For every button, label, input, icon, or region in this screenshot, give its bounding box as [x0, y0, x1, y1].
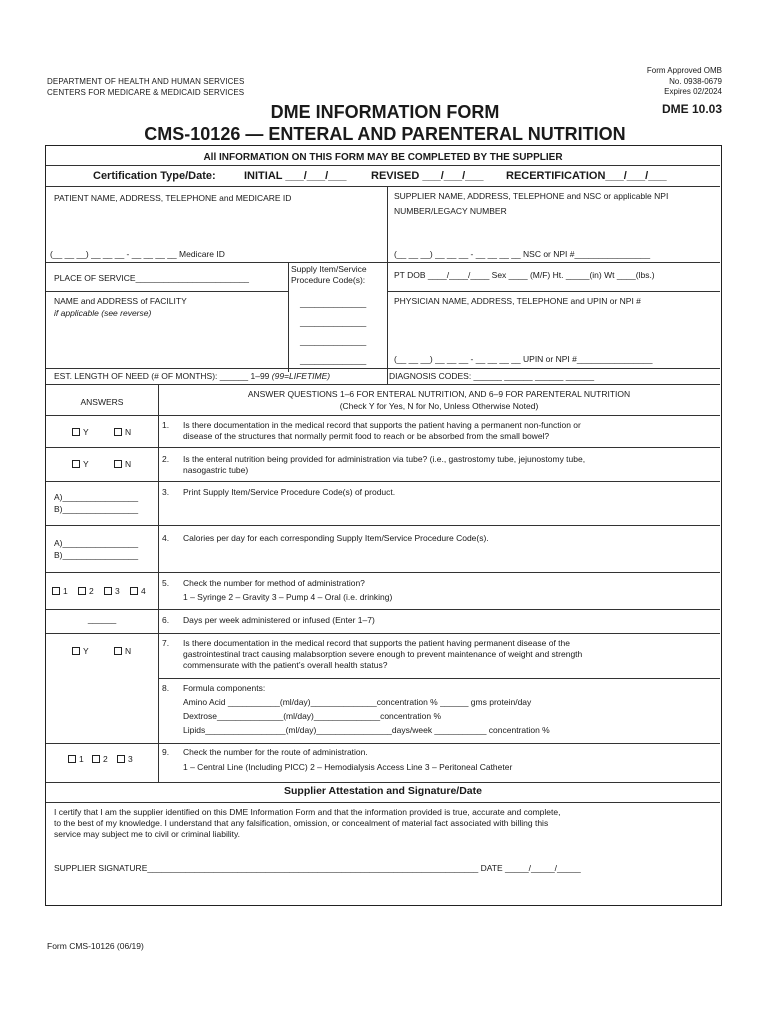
q2-no-checkbox[interactable]: N	[114, 459, 131, 470]
supplier-phone-field[interactable]: (__ __ __) __ __ __ - __ __ __ __ NSC or NPI #________________	[394, 249, 651, 259]
q5-option-2-checkbox[interactable]: 2	[78, 586, 94, 597]
checkbox-icon	[104, 587, 112, 595]
instructions-line-1: ANSWER QUESTIONS 1–6 FOR ENTERAL NUTRITION, AND 6–9 FOR PARENTERAL NUTRITION	[247, 389, 631, 399]
supplier-notice: All INFORMATION ON THIS FORM MAY BE COMPLETED BY THE SUPPLIER	[203, 152, 563, 163]
question-text: Check the number for the route of administration.	[183, 747, 368, 757]
question-number: 3.	[162, 487, 170, 497]
form-code: DME 10.03	[661, 102, 722, 116]
checkbox-icon	[130, 587, 138, 595]
patient-phone-field[interactable]: (__ __ __) __ __ __ - __ __ __ __ Medicare ID	[50, 249, 225, 259]
q5-option-3-checkbox[interactable]: 3	[104, 586, 120, 597]
question-number: 6.	[162, 615, 170, 625]
divider	[46, 368, 720, 369]
physician-phone-field[interactable]: (__ __ __) __ __ __ - __ __ __ __ UPIN or NPI #________________	[394, 354, 653, 364]
q1-yes-checkbox[interactable]: Y	[72, 427, 89, 438]
checkbox-icon	[78, 587, 86, 595]
form-title: DME INFORMATION FORM	[270, 102, 500, 122]
length-of-need-hint: (99=LIFETIME)	[271, 371, 331, 381]
patient-info-label: PATIENT NAME, ADDRESS, TELEPHONE and MEDICARE ID	[54, 193, 292, 203]
omb-line-3: Expires 02/2024	[664, 87, 722, 96]
question-text: commensurate with the patient’s overall health status?	[183, 660, 388, 670]
question-number: 9.	[162, 747, 170, 757]
q5-option-4-checkbox[interactable]: 4	[130, 586, 146, 597]
recertification-date-field[interactable]: RECERTIFICATION___/___/___	[506, 170, 667, 182]
q6-days-field[interactable]: ______	[87, 614, 117, 624]
q9-option-2-checkbox[interactable]: 2	[92, 754, 108, 765]
question-number: 8.	[162, 683, 170, 693]
checkbox-icon	[114, 647, 122, 655]
facility-label: NAME and ADDRESS of FACILITY	[54, 296, 187, 306]
supply-item-label-2: Procedure Code(s):	[291, 275, 366, 285]
omb-approval	[647, 66, 722, 98]
q9-option-3-checkbox[interactable]: 3	[117, 754, 133, 765]
q1-no-checkbox[interactable]: N	[114, 427, 131, 438]
q7-yes-checkbox[interactable]: Y	[72, 646, 89, 657]
dme-form	[45, 145, 722, 906]
divider	[46, 743, 720, 744]
question-number: 5.	[162, 578, 170, 588]
agency-header	[47, 76, 244, 98]
dextrose-fields[interactable]: Dextrose______________(ml/day)______________concentration %	[183, 711, 442, 721]
facility-sublabel: if applicable (see reverse)	[54, 308, 152, 318]
divider	[46, 525, 720, 526]
length-of-need-label: EST. LENGTH OF NEED (# OF MONTHS): ______ 1–99	[54, 371, 272, 381]
divider	[46, 609, 720, 610]
supplier-info-label-2: NUMBER/LEGACY NUMBER	[394, 206, 507, 216]
question-number: 2.	[162, 454, 170, 464]
patient-dob-sex-height-weight[interactable]: PT DOB ____/____/____ Sex ____ (M/F) Ht. _____(in) Wt ____(lbs.)	[394, 270, 655, 280]
diagnosis-codes-field[interactable]: DIAGNOSIS CODES: ______ ______ ______ ______	[389, 371, 595, 381]
checkbox-icon	[114, 428, 122, 436]
divider	[46, 262, 720, 263]
amino-acid-fields[interactable]: Amino Acid ___________(ml/day)______________concentration % ______ gms protein/day	[183, 697, 532, 707]
place-of-service-field[interactable]: PLACE OF SERVICE________________________	[54, 273, 250, 283]
question-text: 1 – Syringe 2 – Gravity 3 – Pump 4 – Oral (i.e. drinking)	[183, 592, 393, 602]
omb-line-1: Form Approved OMB	[646, 66, 722, 75]
supplier-info-label-1: SUPPLIER NAME, ADDRESS, TELEPHONE and NSC or applicable NPI	[394, 191, 669, 201]
instructions-line-2: (Check Y for Yes, N for No, Unless Otherwise Noted)	[339, 401, 539, 411]
checkbox-icon	[92, 755, 100, 763]
question-text: Is there documentation in the medical record that supports the patient having a permanent non-function or	[183, 420, 581, 430]
checkbox-icon	[72, 428, 80, 436]
divider	[46, 633, 720, 634]
q7-no-checkbox[interactable]: N	[114, 646, 131, 657]
q9-option-1-checkbox[interactable]: 1	[68, 754, 84, 765]
q3-code-a-field[interactable]: A)________________	[54, 492, 139, 502]
divider	[288, 262, 289, 372]
divider	[46, 415, 720, 416]
dept-line-1: DEPARTMENT OF HEALTH AND HUMAN SERVICES	[47, 77, 245, 86]
divider	[158, 384, 159, 783]
divider	[46, 165, 720, 166]
divider	[387, 186, 388, 372]
q2-yes-checkbox[interactable]: Y	[72, 459, 89, 470]
divider	[387, 368, 388, 385]
divider	[46, 782, 720, 783]
question-number: 1.	[162, 420, 170, 430]
divider	[46, 384, 720, 385]
attestation-text: service may subject me to civil or criminal liability.	[54, 829, 240, 839]
divider	[158, 678, 720, 679]
question-text: Print Supply Item/Service Procedure Code(s) of product.	[183, 487, 396, 497]
divider	[46, 572, 720, 573]
question-text: Is the enteral nutrition being provided for administration via tube? (i.e., gastrostomy tube, jejunostomy tube,	[183, 454, 586, 464]
procedure-code-field[interactable]: ______________	[300, 355, 367, 365]
q4-calories-b-field[interactable]: B)________________	[54, 550, 139, 560]
checkbox-icon	[114, 460, 122, 468]
question-text: gastrointestinal tract causing malabsorption severe enough to prevent maintenance of weight and strength	[183, 649, 583, 659]
q3-code-b-field[interactable]: B)________________	[54, 504, 139, 514]
supplier-signature-field[interactable]: SUPPLIER SIGNATURE______________________________________________________________________ DATE _____/_____/_____	[54, 863, 581, 873]
physician-info-label: PHYSICIAN NAME, ADDRESS, TELEPHONE and UPIN or NPI #	[394, 296, 641, 306]
question-text: Is there documentation in the medical record that supports the patient having permanent disease of the	[183, 638, 570, 648]
lipids-fields[interactable]: Lipids_________________(ml/day)________________days/week ___________ concentration %	[183, 725, 550, 735]
question-number: 7.	[162, 638, 170, 648]
initial-date-field[interactable]: INITIAL ___/___/___	[244, 170, 347, 182]
form-footer: Form CMS-10126 (06/19)	[47, 941, 144, 951]
attestation-text: I certify that I am the supplier identified on this DME Information Form and that the information provided is true, accurate and complete,	[54, 807, 561, 817]
answers-header: ANSWERS	[80, 397, 124, 407]
checkbox-icon	[72, 647, 80, 655]
q4-calories-a-field[interactable]: A)________________	[54, 538, 139, 548]
divider	[387, 291, 720, 292]
divider	[46, 186, 720, 187]
question-text: disease of the structures that normally permit food to reach or be absorbed from the small bowel?	[183, 431, 550, 441]
procedure-code-field[interactable]: ______________	[300, 298, 367, 308]
procedure-code-field[interactable]: ______________	[300, 336, 367, 346]
question-number: 4.	[162, 533, 170, 543]
question-text: Days per week administered or infused (Enter 1–7)	[183, 615, 375, 625]
divider	[46, 447, 720, 448]
question-text: nasogastric tube)	[183, 465, 249, 475]
attestation-title: Supplier Attestation and Signature/Date	[284, 785, 482, 797]
form-subtitle: CMS-10126 — ENTERAL AND PARENTERAL NUTRITION	[144, 124, 626, 144]
divider	[46, 802, 720, 803]
checkbox-icon	[117, 755, 125, 763]
question-text: 1 – Central Line (Including PICC) 2 – Hemodialysis Access Line 3 – Peritoneal Catheter	[183, 762, 513, 772]
question-text: Formula components:	[183, 683, 266, 693]
q5-option-1-checkbox[interactable]: 1	[52, 586, 68, 597]
checkbox-icon	[68, 755, 76, 763]
question-text: Calories per day for each corresponding Supply Item/Service Procedure Code(s).	[183, 533, 489, 543]
attestation-text: to the best of my knowledge. I understand that any falsification, omission, or concealment of material fact associated with billing this	[54, 818, 549, 828]
checkbox-icon	[72, 460, 80, 468]
divider	[46, 481, 720, 482]
certification-type-label: Certification Type/Date:	[93, 170, 216, 182]
supply-item-label-1: Supply Item/Service	[291, 264, 367, 274]
dept-line-2: CENTERS FOR MEDICARE & MEDICAID SERVICES	[47, 88, 245, 97]
divider	[46, 291, 288, 292]
revised-date-field[interactable]: REVISED ___/___/___	[371, 170, 484, 182]
omb-line-2: No. 0938-0679	[669, 76, 722, 86]
procedure-code-field[interactable]: ______________	[300, 317, 367, 327]
length-of-need-field[interactable]	[54, 371, 330, 382]
checkbox-icon	[52, 587, 60, 595]
question-text: Check the number for method of administration?	[183, 578, 365, 588]
